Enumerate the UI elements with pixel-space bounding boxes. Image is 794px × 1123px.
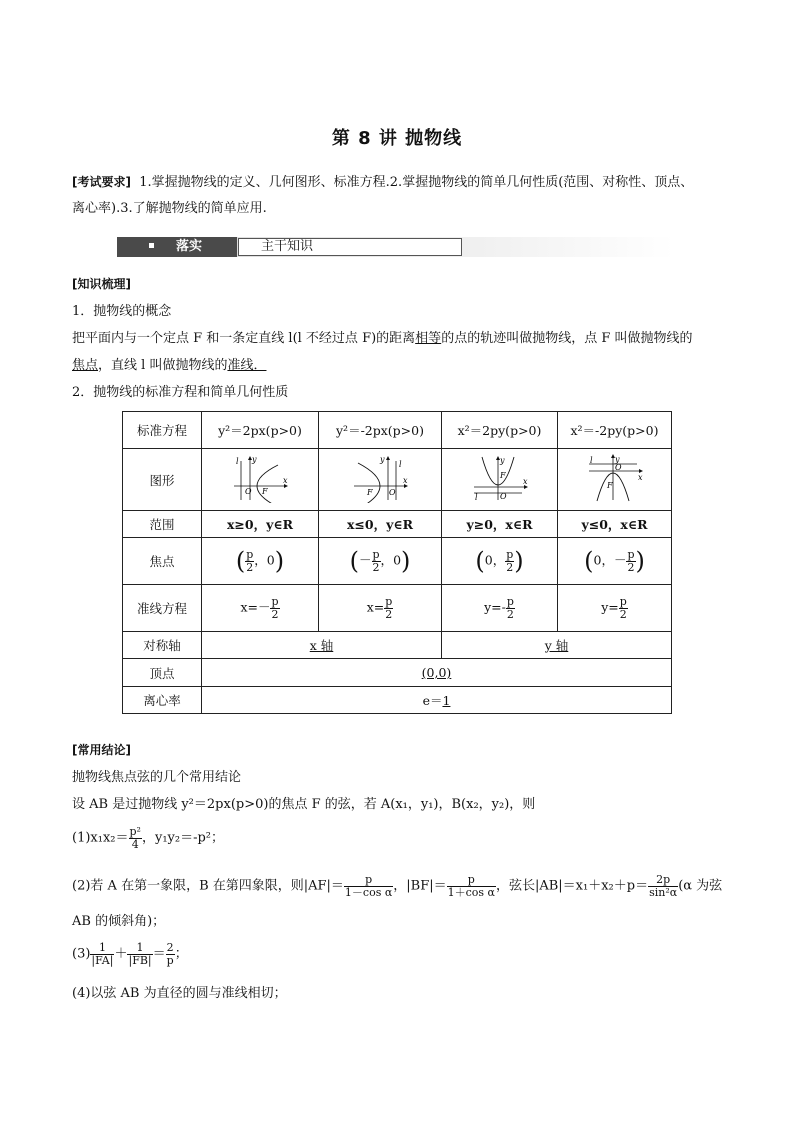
knowledge-para-1: 把平面内与一个定点 F 和一条定直线 l(l 不经过点 F)的距离相等的点的轨迹叫做抛物线，点 F 叫做抛物线的 <box>72 331 693 346</box>
vertex-cell: (0,0) <box>202 659 672 687</box>
svg-text:x: x <box>522 477 528 486</box>
svg-text:F: F <box>367 488 373 497</box>
svg-text:F: F <box>499 471 506 480</box>
square-bullet-icon <box>149 243 154 248</box>
table-row <box>123 538 672 585</box>
svg-text:y: y <box>380 455 385 464</box>
requirements-text-1: 1.掌握抛物线的定义、几何图形、标准方程.2.掌握抛物线的简单几何性质(范围、对称性、顶点、 <box>139 175 694 190</box>
conclusion-4: (4)以弦 AB 为直径的圆与准线相切； <box>72 986 287 1001</box>
table-row <box>123 412 672 449</box>
row-header: 范围 <box>123 511 202 538</box>
row-header: 准线方程 <box>123 585 202 632</box>
parabola-down-graph <box>585 453 645 503</box>
knowledge-para-2: 焦点，直线 l 叫做抛物线的准线． <box>72 358 267 373</box>
table-row <box>123 632 672 659</box>
svg-text:y: y <box>614 455 620 464</box>
svg-text:l: l <box>474 493 478 502</box>
conclusion-1: (1)x₁x₂＝ $\frac{\text{p²}}{4}$ ，y₁y₂＝-p²； <box>72 825 225 851</box>
parabola-left-graph <box>350 453 410 503</box>
focus-cell: ( $\frac{p}{2}$ ，0) <box>202 538 319 585</box>
directrix-cell: y=- $\frac{p}{2}$ <box>442 585 558 632</box>
table-row <box>123 585 672 632</box>
svg-text:l: l <box>399 460 402 469</box>
knowledge-heading-1: 1．抛物线的概念 <box>72 304 172 319</box>
equation-cell: y²＝-2px(p>0) <box>319 412 442 449</box>
row-header: 标准方程 <box>123 412 202 449</box>
directrix-cell: y= $\frac{p}{2}$ <box>558 585 672 632</box>
eccentricity-cell: e＝1 <box>202 687 672 714</box>
table-row <box>123 687 672 714</box>
knowledge-heading-2: 2．抛物线的标准方程和简单几何性质 <box>72 385 289 400</box>
svg-text:O: O <box>245 487 252 496</box>
focus-cell: (0，－ $\frac{p}{2}$ ) <box>558 538 672 585</box>
conclusions-tag: [常用结论] <box>72 743 131 757</box>
section-banner <box>117 237 675 257</box>
svg-text:y: y <box>252 455 257 464</box>
parabola-up-graph <box>470 453 530 503</box>
banner-right: 主干知识 <box>238 238 462 256</box>
table-row <box>123 511 672 538</box>
svg-text:F: F <box>262 487 268 496</box>
conclusion-3: (3) $\frac{1}{|FA|}$ ＋ $\frac{1}{|FB|}$ ＝ $\frac{2}{p}$ ； <box>72 941 188 967</box>
svg-text:F: F <box>606 481 613 490</box>
row-header: 顶点 <box>123 659 202 687</box>
directrix-cell: x=－ $\frac{p}{2}$ <box>202 585 319 632</box>
range-cell: y≤0，x∈R <box>558 511 672 538</box>
svg-text:O: O <box>389 488 396 497</box>
graph-cell <box>319 449 442 511</box>
row-header: 对称轴 <box>123 632 202 659</box>
table-row <box>123 449 672 511</box>
svg-text:x: x <box>637 473 643 482</box>
directrix-cell: x= $\frac{p}{2}$ <box>319 585 442 632</box>
knowledge-tag: [知识梳理] <box>72 277 131 291</box>
range-cell: y≥0，x∈R <box>442 511 558 538</box>
axis-cell: y 轴 <box>442 632 672 659</box>
requirements-text-2: 离心率).3.了解抛物线的简单应用. <box>72 201 267 216</box>
requirements-tag: [考试要求] <box>72 175 131 189</box>
equation-cell: x²＝2py(p>0) <box>442 412 558 449</box>
conclusion-2: (2)若 A 在第一象限，B 在第四象限，则|AF|＝ $\frac{p}{\text{1－cos α}}$ ，|BF|＝ $\frac{p}{\text{1＋cos α}}$ ，弦长|AB|＝x₁＋x₂＋p＝ $\frac{2p}{\text{sin²α}}$ (α 为弦 <box>72 873 723 899</box>
row-header: 图形 <box>123 449 202 511</box>
requirements-line-1 <box>72 174 693 191</box>
conclusion-2-line-2: AB 的倾斜角)； <box>72 914 166 929</box>
svg-text:y: y <box>499 456 505 465</box>
blank-equal: 相等 <box>415 331 442 346</box>
conclusions-setup: 设 AB 是过抛物线 y²＝2px(p>0)的焦点 F 的弦，若 A(x₁，y₁)，B(x₂，y₂)，则 <box>72 797 536 812</box>
svg-text:O: O <box>614 463 622 472</box>
blank-focus: 焦点 <box>72 358 99 373</box>
equation-cell: y²＝2px(p>0) <box>202 412 319 449</box>
graph-cell <box>442 449 558 511</box>
table-row <box>123 659 672 687</box>
range-cell: x≤0，y∈R <box>319 511 442 538</box>
blank-directrix: 准线． <box>227 358 267 373</box>
axis-cell: x 轴 <box>202 632 442 659</box>
parabola-properties-table <box>122 411 672 714</box>
focus-cell: (0， $\frac{p}{2}$ ) <box>442 538 558 585</box>
svg-text:x: x <box>403 476 408 485</box>
parabola-right-graph <box>230 453 290 503</box>
conclusions-heading: 抛物线焦点弦的几个常用结论 <box>72 770 242 785</box>
focus-cell: (－ $\frac{p}{2}$ ，0) <box>319 538 442 585</box>
range-cell: x≥0，y∈R <box>202 511 319 538</box>
svg-text:x: x <box>283 476 288 485</box>
row-header: 离心率 <box>123 687 202 714</box>
svg-text:l: l <box>589 456 593 465</box>
graph-cell <box>558 449 672 511</box>
svg-text:O: O <box>499 492 507 501</box>
banner-left: 落实 <box>117 237 237 257</box>
svg-text:l: l <box>236 457 239 466</box>
graph-cell <box>202 449 319 511</box>
page-title: 第 8 讲 抛物线 <box>331 128 463 149</box>
equation-cell: x²＝-2py(p>0) <box>558 412 672 449</box>
row-header: 焦点 <box>123 538 202 585</box>
